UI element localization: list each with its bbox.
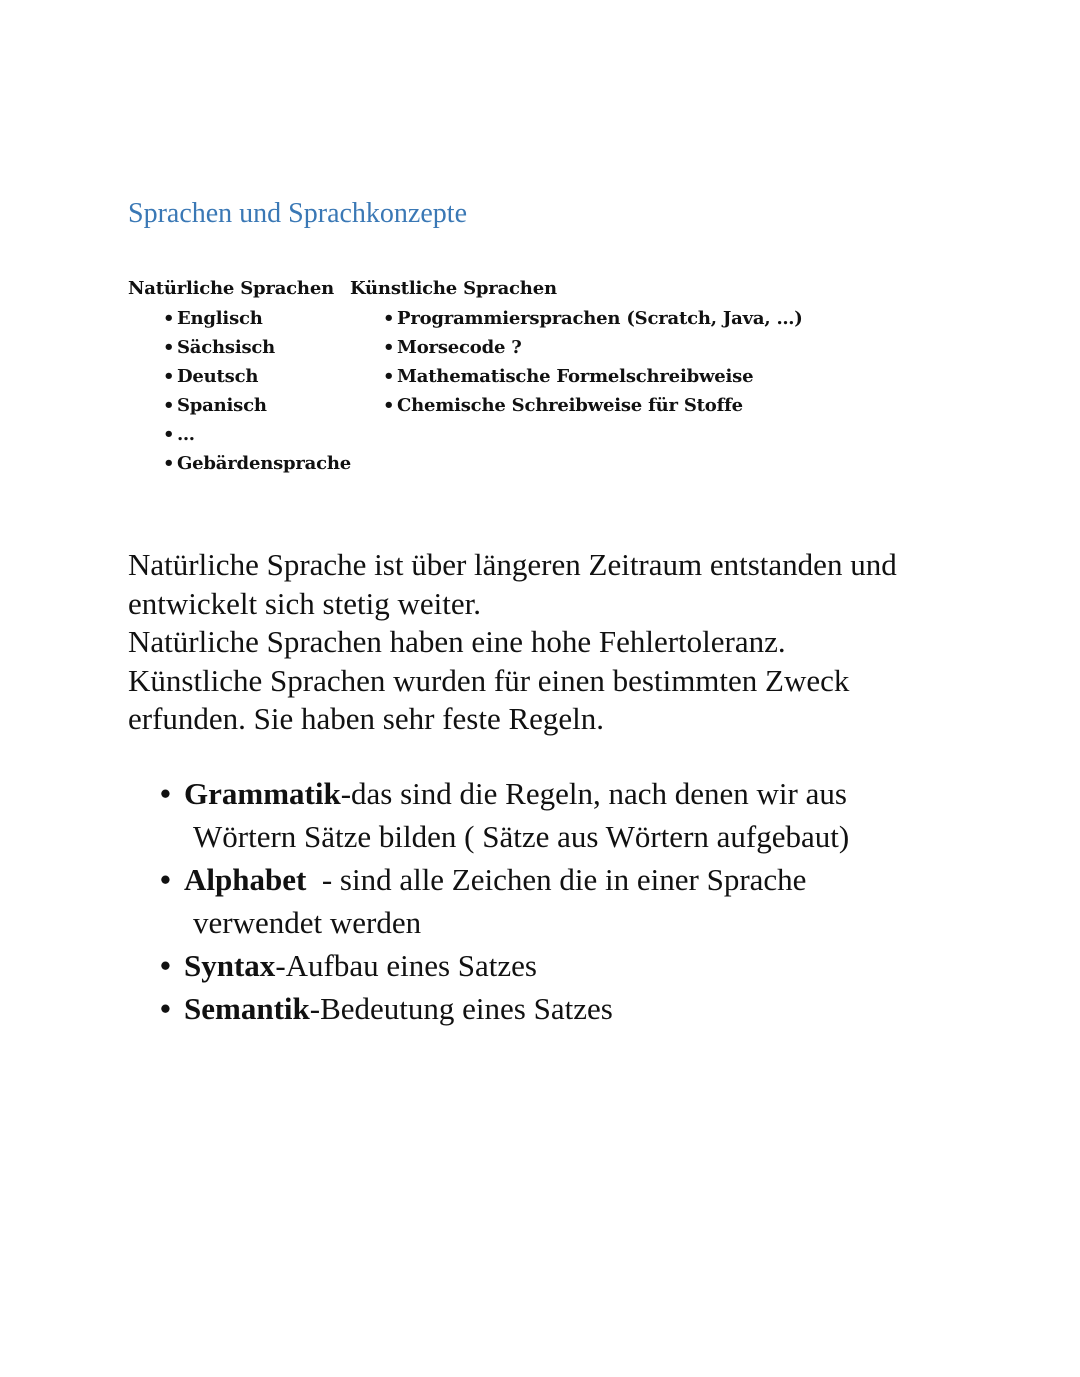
term-item-alphabet	[160, 858, 1060, 944]
natural-languages-heading: Natürliche Sprachen	[128, 278, 334, 299]
term-definition: Bedeutung eines Satzes	[320, 991, 613, 1026]
bullet-icon: •	[163, 395, 175, 416]
list-item	[163, 362, 351, 391]
term-separator: -	[309, 991, 321, 1026]
bullet-icon: •	[163, 337, 175, 358]
bullet-icon: •	[383, 308, 395, 329]
term-definition: das sind die Regeln, nach denen wir aus	[351, 776, 847, 811]
list-item-label: Mathematische Formelschreibweise	[397, 366, 754, 387]
term-separator: -	[340, 776, 352, 811]
term-item-grammatik	[160, 772, 1060, 858]
term-name: Alphabet	[184, 862, 307, 897]
bullet-icon: •	[383, 395, 395, 416]
list-item-label: Englisch	[177, 308, 263, 329]
list-item	[383, 304, 803, 333]
paragraph-line: Künstliche Sprachen wurden für einen bestimmten Zweck	[128, 662, 850, 698]
term-name: Syntax	[184, 948, 276, 983]
artificial-languages-column	[350, 274, 803, 420]
term-definition: Aufbau eines Satzes	[285, 948, 538, 983]
explanation-paragraph	[128, 546, 1028, 739]
bullet-icon: •	[163, 366, 175, 387]
term-name: Semantik	[184, 991, 310, 1026]
term-separator: -	[275, 948, 286, 983]
list-item	[383, 362, 803, 391]
bullet-icon: •	[383, 337, 395, 358]
bullet-icon: •	[163, 424, 175, 445]
paragraph-line: entwickelt sich stetig weiter.	[128, 585, 481, 621]
term-definition-continuation: verwendet werden	[193, 905, 422, 940]
list-item	[163, 449, 351, 478]
bullet-icon: •	[383, 366, 395, 387]
list-item-label: Deutsch	[177, 366, 259, 387]
terms-list	[160, 772, 1060, 1030]
term-item-syntax	[160, 944, 1060, 987]
list-item	[163, 333, 351, 362]
term-definition-continuation: Wörtern Sätze bilden ( Sätze aus Wörtern aufgebaut)	[193, 819, 850, 854]
list-item	[163, 304, 351, 333]
artificial-languages-heading: Künstliche Sprachen	[350, 278, 557, 299]
list-item-label: Chemische Schreibweise für Stoffe	[397, 395, 743, 416]
bullet-icon: •	[163, 453, 175, 474]
page-title: Sprachen und Sprachkonzepte	[128, 198, 467, 229]
list-item	[383, 333, 803, 362]
bullet-icon: •	[160, 991, 171, 1026]
bullet-icon: •	[160, 862, 171, 897]
natural-languages-list	[128, 304, 351, 478]
list-item	[383, 391, 803, 420]
bullet-icon: •	[160, 948, 171, 983]
paragraph-line: Natürliche Sprachen haben eine hohe Fehlertoleranz.	[128, 624, 786, 659]
term-separator: -	[306, 862, 340, 897]
list-item-label: Morsecode ?	[397, 337, 522, 358]
term-definition: sind alle Zeichen die in einer Sprache	[339, 862, 807, 897]
list-item-label: Programmiersprachen (Scratch, Java, …)	[397, 308, 803, 329]
list-item-label: Gebärdensprache	[177, 453, 352, 474]
list-item-label: …	[177, 424, 195, 445]
artificial-languages-list	[350, 304, 803, 420]
paragraph-line: erfunden. Sie haben sehr feste Regeln.	[128, 701, 605, 736]
term-name: Grammatik	[184, 776, 341, 811]
natural-languages-column	[128, 274, 351, 478]
list-item-label: Spanisch	[177, 395, 267, 416]
list-item	[163, 391, 351, 420]
bullet-icon: •	[163, 308, 175, 329]
term-item-semantik	[160, 987, 1060, 1030]
list-item	[163, 420, 351, 449]
list-item-label: Sächsisch	[177, 337, 276, 358]
paragraph-line: Natürliche Sprache ist über längeren Zeitraum entstanden und	[128, 547, 897, 582]
bullet-icon: •	[160, 776, 171, 811]
